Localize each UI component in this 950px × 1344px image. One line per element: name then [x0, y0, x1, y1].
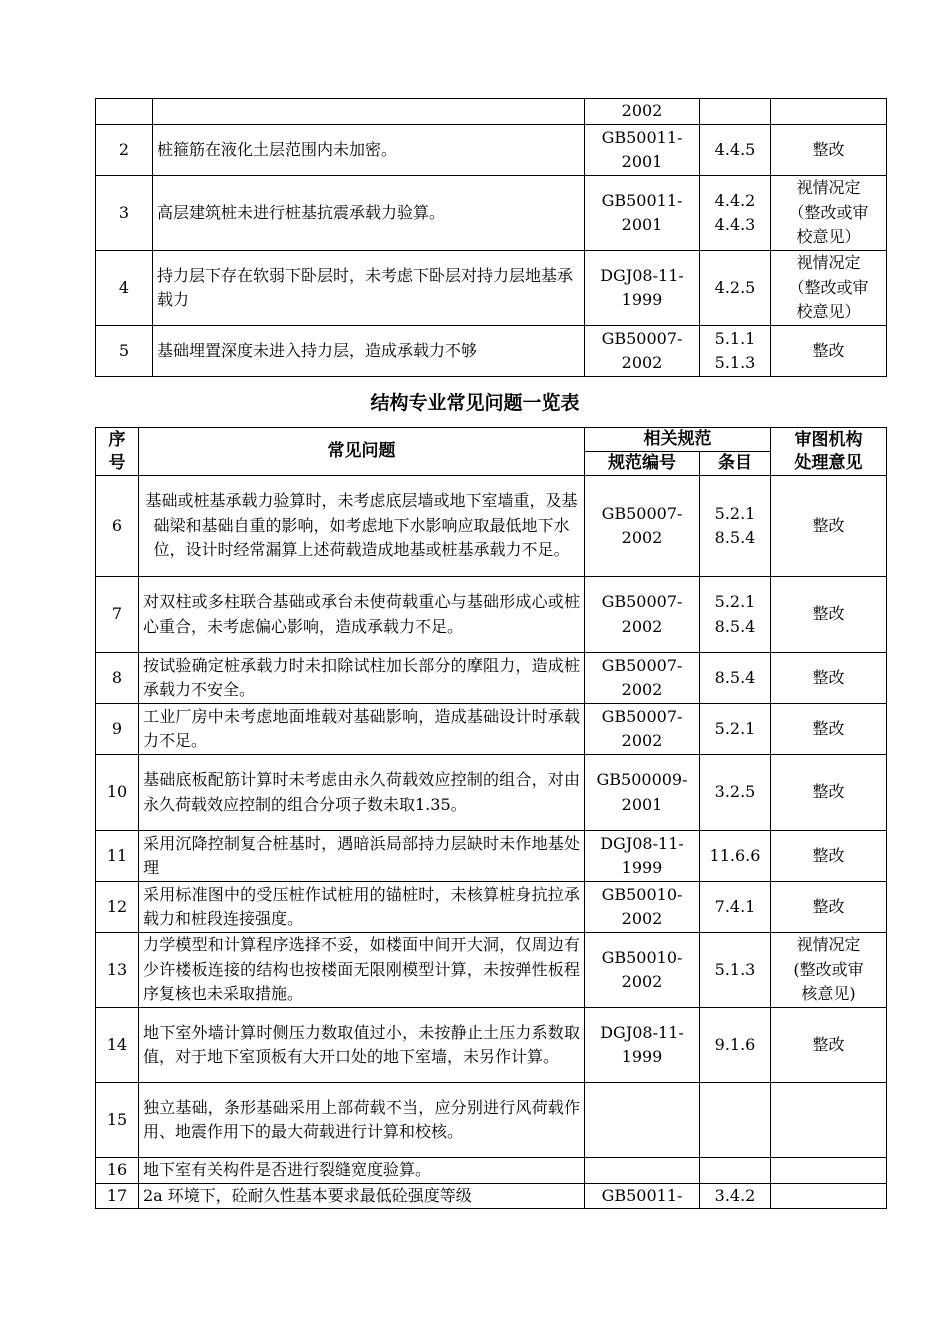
code-number: GB50007- 2002	[585, 476, 700, 577]
issue-text: 对双柱或多柱联合基础或承台未使荷载重心与基础形成心或桩心重合，未考虑偏心影响，造成承载力不足。	[139, 577, 585, 653]
code-number	[585, 1083, 700, 1158]
continuation-table	[95, 98, 887, 377]
clause-number	[700, 99, 771, 125]
row-number: 14	[96, 1008, 139, 1083]
row-number: 10	[96, 755, 139, 831]
clause-number	[700, 1083, 771, 1158]
table-row	[96, 1183, 887, 1209]
review-opinion: 视情况定 （整改或审 校意见）	[771, 251, 887, 326]
clause-number: 4.4.5	[700, 125, 771, 176]
clause-number: 5.1.1 5.1.3	[700, 326, 771, 377]
table-row	[96, 831, 887, 882]
clause-number: 9.1.6	[700, 1008, 771, 1083]
code-number: GB50007- 2002	[585, 704, 700, 755]
review-opinion: 整改	[771, 476, 887, 577]
review-opinion: 视情况定 （整改或审 校意见）	[771, 176, 887, 251]
review-opinion: 整改	[771, 704, 887, 755]
table-row	[96, 933, 887, 1008]
table-row	[96, 99, 887, 125]
issue-text: 基础底板配筋计算时未考虑由永久荷载效应控制的组合，对由永久荷载效应控制的组合分项子数未取1.35。	[139, 755, 585, 831]
row-number: 11	[96, 831, 139, 882]
code-number: DGJ08-11- 1999	[585, 251, 700, 326]
clause-number: 3.4.2	[700, 1183, 771, 1209]
header-code-number: 规范编号	[585, 452, 700, 476]
clause-number: 4.2.5	[700, 251, 771, 326]
review-opinion: 整改	[771, 1008, 887, 1083]
code-number: GB50011- 2001	[585, 125, 700, 176]
issue-text: 力学模型和计算程序选择不妥，如楼面中间开大洞，仅周边有少许楼板连接的结构也按楼面无限刚模型计算，未按弹性板程序复核也未采取措施。	[139, 933, 585, 1008]
code-number: GB50007- 2002	[585, 653, 700, 704]
issue-text: 地下室外墙计算时侧压力数取值过小，未按静止土压力系数取值，对于地下室顶板有大开口处的地下室墙，未另作计算。	[139, 1008, 585, 1083]
review-opinion: 整改	[771, 326, 887, 377]
table-row	[96, 1083, 887, 1158]
table-row	[96, 176, 887, 251]
document-title: 结构专业常见问题一览表	[370, 392, 580, 414]
header-opinion: 审图机构 处理意见	[771, 428, 887, 476]
row-number: 4	[96, 251, 153, 326]
issue-text: 高层建筑桩未进行桩基抗震承载力验算。	[153, 176, 585, 251]
review-opinion	[771, 1158, 887, 1184]
review-opinion	[771, 1183, 887, 1209]
code-number: GB50007- 2002	[585, 577, 700, 653]
table-row	[96, 704, 887, 755]
code-number	[585, 1158, 700, 1184]
row-number	[96, 99, 153, 125]
issue-text: 采用沉降控制复合桩基时，遇暗浜局部持力层缺时未作地基处理	[139, 831, 585, 882]
row-number: 16	[96, 1158, 139, 1184]
code-number: GB50011- 2001	[585, 176, 700, 251]
row-number: 15	[96, 1083, 139, 1158]
issue-text: 基础或桩基承载力验算时，未考虑底层墙或地下室墙重，及基础梁和基础自重的影响，如考虑地下水影响应取最低地下水位，设计时经常漏算上述荷载造成地基或桩基承载力不足。	[139, 476, 585, 577]
issue-text: 采用标准图中的受压桩作试桩用的锚桩时，未核算桩身抗拉承载力和桩段连接强度。	[139, 882, 585, 933]
review-opinion	[771, 1083, 887, 1158]
code-number: GB50010- 2002	[585, 933, 700, 1008]
issue-text	[153, 99, 585, 125]
issue-text: 工业厂房中未考虑地面堆载对基础影响，造成基础设计时承载力不足。	[139, 704, 585, 755]
clause-number: 3.2.5	[700, 755, 771, 831]
issue-text: 地下室有关构件是否进行裂缝宽度验算。	[139, 1158, 585, 1184]
table-row	[96, 1158, 887, 1184]
code-number: GB50011-	[585, 1183, 700, 1209]
clause-number: 5.1.3	[700, 933, 771, 1008]
code-number: GB500009- 2001	[585, 755, 700, 831]
clause-number: 7.4.1	[700, 882, 771, 933]
header-related-code: 相关规范	[585, 428, 771, 452]
table-row	[96, 251, 887, 326]
clause-number	[700, 1158, 771, 1184]
code-number: GB50007- 2002	[585, 326, 700, 377]
review-opinion: 整改	[771, 653, 887, 704]
code-number: DGJ08-11- 1999	[585, 1008, 700, 1083]
table-row	[96, 326, 887, 377]
table-row	[96, 653, 887, 704]
row-number: 13	[96, 933, 139, 1008]
table-row	[96, 577, 887, 653]
clause-number: 8.5.4	[700, 653, 771, 704]
row-number: 5	[96, 326, 153, 377]
issue-text: 基础埋置深度未进入持力层，造成承载力不够	[153, 326, 585, 377]
clause-number: 4.4.2 4.4.3	[700, 176, 771, 251]
header-issue: 常见问题	[139, 428, 585, 476]
issue-text: 持力层下存在软弱下卧层时，未考虑下卧层对持力层地基承载力	[153, 251, 585, 326]
row-number: 6	[96, 476, 139, 577]
code-number: GB50010- 2002	[585, 882, 700, 933]
issue-text: 桩箍筋在液化土层范围内未加密。	[153, 125, 585, 176]
issues-table	[95, 427, 887, 1209]
table-row	[96, 476, 887, 577]
clause-number: 11.6.6	[700, 831, 771, 882]
table-row	[96, 755, 887, 831]
header-clause: 条目	[700, 452, 771, 476]
review-opinion: 整改	[771, 882, 887, 933]
table-row	[96, 882, 887, 933]
row-number: 8	[96, 653, 139, 704]
review-opinion: 整改	[771, 831, 887, 882]
table-row	[96, 1008, 887, 1083]
row-number: 9	[96, 704, 139, 755]
issue-text: 独立基础，条形基础采用上部荷载不当，应分别进行风荷载作用、地震作用下的最大荷载进行计算和校核。	[139, 1083, 585, 1158]
review-opinion	[771, 99, 887, 125]
clause-number: 5.2.1 8.5.4	[700, 476, 771, 577]
header-row-1	[96, 428, 887, 452]
code-number: DGJ08-11- 1999	[585, 831, 700, 882]
clause-number: 5.2.1 8.5.4	[700, 577, 771, 653]
issue-text: 2a 环境下，砼耐久性基本要求最低砼强度等级	[139, 1183, 585, 1209]
review-opinion: 整改	[771, 577, 887, 653]
row-number: 2	[96, 125, 153, 176]
review-opinion: 视情况定 (整改或审 核意见)	[771, 933, 887, 1008]
table-row	[96, 125, 887, 176]
review-opinion: 整改	[771, 125, 887, 176]
issue-text: 按试验确定桩承载力时未扣除试柱加长部分的摩阻力，造成桩承载力不安全。	[139, 653, 585, 704]
row-number: 12	[96, 882, 139, 933]
row-number: 3	[96, 176, 153, 251]
code-number: 2002	[585, 99, 700, 125]
review-opinion: 整改	[771, 755, 887, 831]
row-number: 17	[96, 1183, 139, 1209]
clause-number: 5.2.1	[700, 704, 771, 755]
header-no: 序 号	[96, 428, 139, 476]
row-number: 7	[96, 577, 139, 653]
